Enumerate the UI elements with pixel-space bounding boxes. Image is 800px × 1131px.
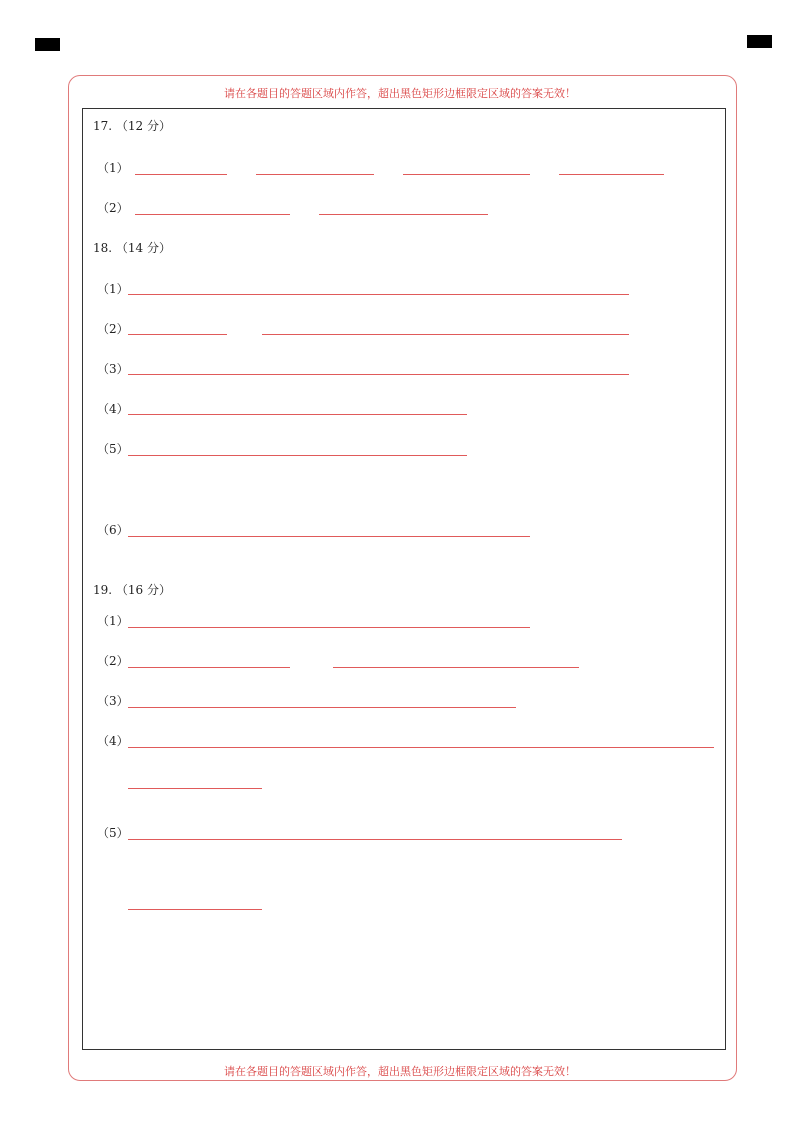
q19-part-1-answer-line[interactable]: [128, 627, 530, 628]
q18-part-4-answer-line[interactable]: [128, 414, 467, 415]
notice-bottom: 请在各题目的答题区域内作答，超出黑色矩形边框限定区域的答案无效！: [224, 1065, 576, 1078]
q19-part-2-label: （2）: [97, 654, 129, 668]
q17-part-1-label: （1）: [97, 161, 129, 175]
q17-part-1-answer-line-4[interactable]: [559, 174, 664, 175]
q18-part-2-answer-line-2[interactable]: [262, 334, 629, 335]
q18-part-3-answer-line[interactable]: [128, 374, 629, 375]
q19-part-1-label: （1）: [97, 614, 129, 628]
q18-part-2-label: （2）: [97, 322, 129, 336]
q19-part-3-label: （3）: [97, 694, 129, 708]
q19-part-2-answer-line-2[interactable]: [333, 667, 579, 668]
question-18-title: 18. （14 分）: [93, 241, 171, 255]
q18-part-6-answer-line[interactable]: [128, 536, 530, 537]
q17-part-2-answer-line-2[interactable]: [319, 214, 488, 215]
q19-part-5-answer-line-1[interactable]: [128, 839, 622, 840]
q18-part-3-label: （3）: [97, 362, 129, 376]
registration-marker-left: [35, 38, 60, 51]
q18-part-2-answer-line-1[interactable]: [128, 334, 227, 335]
q17-part-2-answer-line-1[interactable]: [135, 214, 290, 215]
q18-part-1-label: （1）: [97, 282, 129, 296]
q19-part-4-answer-line-1[interactable]: [128, 747, 714, 748]
q18-part-5-label: （5）: [97, 442, 129, 456]
q19-part-2-answer-line-1[interactable]: [128, 667, 290, 668]
q17-part-1-answer-line-3[interactable]: [403, 174, 530, 175]
q17-part-1-answer-line-2[interactable]: [256, 174, 374, 175]
registration-marker-right: [747, 35, 772, 48]
q18-part-5-answer-line[interactable]: [128, 455, 467, 456]
q18-part-6-label: （6）: [97, 523, 129, 537]
q19-part-5-label: （5）: [97, 826, 129, 840]
q19-part-3-answer-line[interactable]: [128, 707, 516, 708]
q17-part-2-label: （2）: [97, 201, 129, 215]
question-19-title: 19. （16 分）: [93, 583, 171, 597]
q17-part-1-answer-line-1[interactable]: [135, 174, 227, 175]
q18-part-1-answer-line[interactable]: [128, 294, 629, 295]
question-17-title: 17. （12 分）: [93, 119, 171, 133]
q19-part-5-answer-line-2[interactable]: [128, 909, 262, 910]
q18-part-4-label: （4）: [97, 402, 129, 416]
q19-part-4-label: （4）: [97, 734, 129, 748]
q19-part-4-answer-line-2[interactable]: [128, 788, 262, 789]
notice-top: 请在各题目的答题区域内作答，超出黑色矩形边框限定区域的答案无效！: [224, 87, 576, 100]
